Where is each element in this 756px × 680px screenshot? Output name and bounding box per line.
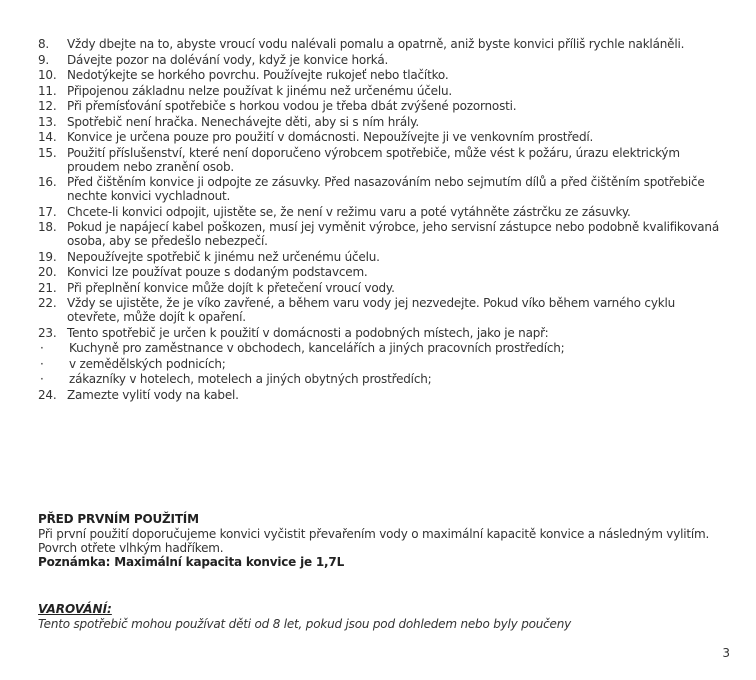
list-item [38, 326, 728, 340]
item-text: Pokud je napájecí kabel poškozen, musí jej vyměnit výrobce, jeho servisní zástupce nebo podobně kvalifikovaná osoba, aby se předešlo nebezpečí. [67, 220, 719, 248]
item-text: v zemědělských podnicích; [69, 356, 226, 371]
list-subitem [38, 372, 728, 386]
item-text: Spotřebič není hračka. Nenechávejte děti, aby si s ním hrály. [67, 114, 419, 129]
first-use-paragraph: Při první použití doporučujeme konvici vyčistit převařením vody o maximální kapacitě konvice a následným vylitím. Povrch otřete vlhkým hadříkem. [38, 527, 710, 555]
item-text: Použití příslušenství, které není doporučeno výrobcem spotřebiče, může vést k požáru, úrazu elektrickým proudem nebo zranění osob. [67, 145, 680, 174]
warning-text: Tento spotřebič mohou používat děti od 8 let, pokud jsou pod dohledem nebo byly poučeny [38, 617, 572, 631]
item-number: 20. [38, 265, 57, 279]
list-item [38, 37, 728, 51]
item-number: 11. [38, 83, 57, 98]
item-text: Vždy se ujistěte, že je víko zavřené, a během varu vody jej nezvedejte. Pokud víko během varného cyklu otevřete, může dojít k opaření. [67, 296, 676, 324]
list-item [38, 175, 728, 203]
item-text: Před čištěním konvice ji odpojte ze zásuvky. Před nasazováním nebo sejmutím dílů a před čištěním spotřebiče nechte konvici vychladnout. [67, 175, 705, 203]
item-text: Při přemísťování spotřebiče s horkou vodou je třeba dbát zvýšené pozornosti. [67, 99, 517, 113]
warning-section [38, 602, 728, 632]
item-text: Tento spotřebič je určen k použití v domácnosti a podobných místech, jako je např: [67, 325, 549, 340]
item-text: Nedotýkejte se horkého povrchu. Používejte rukojeť nebo tlačítko. [67, 68, 449, 82]
first-use-section [38, 512, 728, 570]
list-item [38, 53, 728, 67]
capacity-note: Poznámka: Maximální kapacita konvice je 1,7L [38, 555, 345, 569]
item-text: Vždy dbejte na to, abyste vroucí vodu nalévali pomalu a opatrně, aniž byste konvici příliš rychle nakláněli. [67, 37, 685, 51]
item-number: 15. [38, 145, 57, 160]
item-text: Zamezte vylití vody na kabel. [67, 387, 239, 402]
item-number: 12. [38, 99, 57, 113]
item-number: 9. [38, 52, 50, 67]
item-number: 17. [38, 204, 57, 219]
bullet-icon: · [40, 356, 44, 371]
list-item [38, 68, 728, 82]
item-text: Konvice je určena pouze pro použití v domácnosti. Nepoužívejte ji ve venkovním prostředí. [67, 130, 594, 144]
list-item [38, 146, 728, 174]
list-item [38, 115, 728, 129]
list-subitem [38, 341, 728, 355]
item-number: 10. [38, 68, 57, 82]
first-use-heading: PŘED PRVNÍM POUŽITÍM [38, 512, 199, 526]
item-number: 22. [38, 296, 57, 310]
list-item [38, 130, 728, 144]
item-number: 16. [38, 175, 57, 189]
list-item [38, 220, 728, 248]
item-text: Kuchyně pro zaměstnance v obchodech, kancelářích a jiných pracovních prostředích; [69, 341, 565, 355]
list-item [38, 99, 728, 113]
list-item [38, 265, 728, 279]
item-text: Dávejte pozor na dolévání vody, když je konvice horká. [67, 52, 389, 67]
bullet-icon: · [40, 372, 44, 386]
safety-instructions-list [38, 37, 728, 403]
item-number: 23. [38, 325, 57, 340]
list-item [38, 388, 728, 402]
item-number: 24. [38, 387, 57, 402]
item-number: 13. [38, 114, 57, 129]
item-text: Chcete-li konvici odpojit, ujistěte se, že není v režimu varu a poté vytáhněte zástrčku ze zásuvky. [67, 204, 631, 219]
item-number: 14. [38, 130, 57, 144]
list-item [38, 296, 728, 324]
list-item [38, 84, 728, 98]
warning-heading: VAROVÁNÍ: [38, 602, 112, 616]
item-number: 8. [38, 37, 50, 51]
list-item [38, 250, 728, 264]
item-text: Připojenou základnu nelze používat k jinému než určenému účelu. [67, 83, 452, 98]
item-text: Konvici lze používat pouze s dodaným podstavcem. [67, 265, 368, 279]
item-text: zákazníky v hotelech, motelech a jiných obytných prostředích; [69, 372, 432, 386]
list-subitem [38, 357, 728, 371]
item-number: 19. [38, 249, 57, 264]
list-item [38, 281, 728, 295]
page-number: 3 [722, 646, 730, 660]
item-number: 21. [38, 280, 57, 295]
item-text: Při přeplnění konvice může dojít k přetečení vroucí vody. [67, 280, 395, 295]
item-number: 18. [38, 220, 57, 234]
list-item [38, 205, 728, 219]
bullet-icon: · [40, 341, 44, 355]
item-text: Nepoužívejte spotřebič k jinému než určenému účelu. [67, 249, 380, 264]
